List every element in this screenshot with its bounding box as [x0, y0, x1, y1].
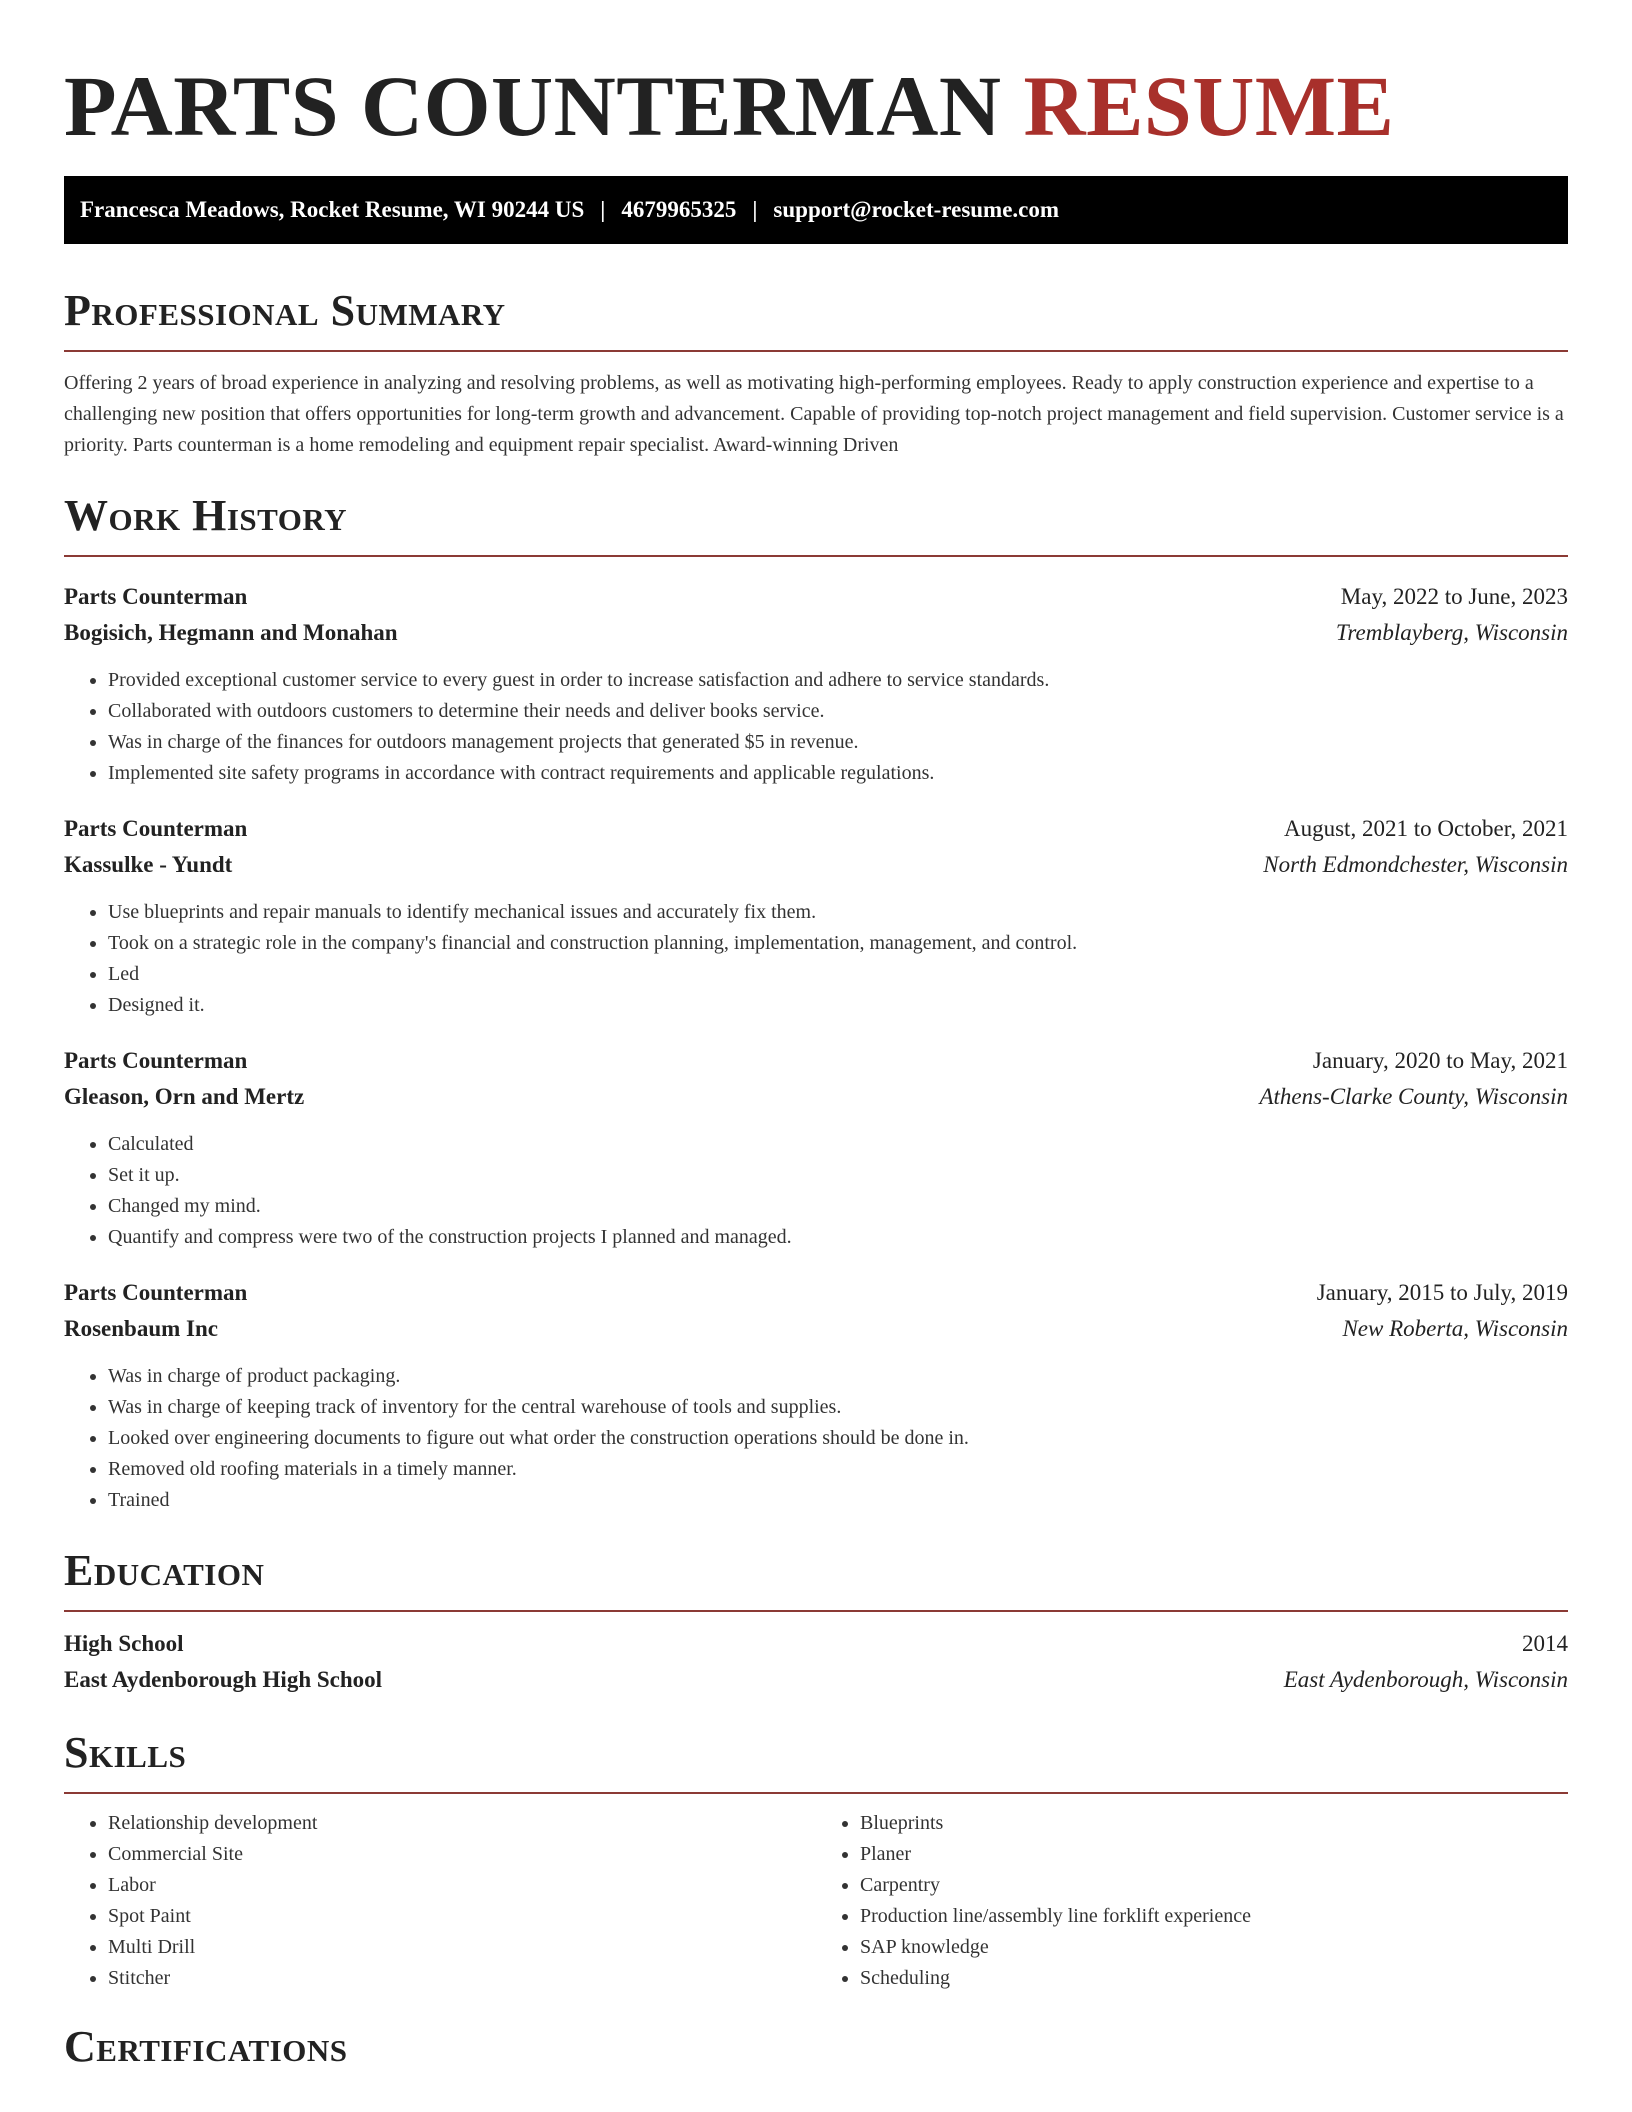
skill-item: • Production line/assembly line forklift experience — [860, 1901, 1568, 1932]
contact-bar — [64, 176, 1568, 244]
job-bullet: • Looked over engineering documents to figure out what order the construction operations should be done in. — [108, 1423, 1568, 1454]
entry-row — [64, 811, 1568, 847]
entry-row — [64, 1079, 1568, 1115]
skill-item: • Spot Paint — [108, 1901, 816, 1932]
job-bullet: • Changed my mind. — [108, 1191, 1568, 1222]
degree: High School — [64, 1631, 184, 1656]
skill-item: • Relationship development — [108, 1808, 816, 1839]
title-accent: RESUME — [1023, 58, 1395, 154]
job-dates: August, 2021 to October, 2021 — [1284, 816, 1568, 841]
job-bullet: • Calculated — [108, 1129, 1568, 1160]
job-title: Parts Counterman — [64, 816, 248, 841]
skill-item: • SAP knowledge — [860, 1932, 1568, 1963]
entry-row — [64, 1662, 1568, 1698]
job-entry — [64, 1275, 1568, 1516]
job-bullet: • Removed old roofing materials in a timely manner. — [108, 1454, 1568, 1485]
job-title: Parts Counterman — [64, 1280, 248, 1305]
skill-item: • Labor — [108, 1870, 816, 1901]
job-bullets — [64, 1129, 1568, 1253]
section-heading: Skills — [64, 1726, 1568, 1794]
job-entry — [64, 1043, 1568, 1253]
job-bullet: • Was in charge of keeping track of inventory for the central warehouse of tools and supplies. — [108, 1392, 1568, 1423]
job-dates: May, 2022 to June, 2023 — [1340, 584, 1568, 609]
company-name: Bogisich, Hegmann and Monahan — [64, 620, 398, 645]
summary-text: Offering 2 years of broad experience in analyzing and resolving problems, as well as motivating high-performing employees. Ready to apply construction experience and expertise to a challenging new position that offers opportunities for long-term growth and advancement. Capable of providing top-notch project management and field supervision. Customer service is a priority. Parts counterman is a home remodeling and equipment repair specialist. Award-winning Driven — [64, 372, 1564, 456]
company-name: Gleason, Orn and Mertz — [64, 1084, 305, 1109]
section-heading: Certifications — [64, 2022, 348, 2071]
job-bullets — [64, 1361, 1568, 1516]
skill-item: • Carpentry — [860, 1870, 1568, 1901]
job-list — [64, 579, 1568, 1516]
job-bullet: • Collaborated with outdoors customers to determine their needs and deliver books service. — [108, 696, 1568, 727]
certifications-section — [64, 2020, 1568, 2086]
education-entry — [64, 1626, 1568, 1698]
work-history-section — [64, 489, 1568, 1516]
graduation-year: 2014 — [1522, 1631, 1568, 1656]
job-bullet: • Implemented site safety programs in accordance with contract requirements and applicable regulations. — [108, 758, 1568, 789]
skill-item: • Multi Drill — [108, 1932, 816, 1963]
job-bullets — [64, 897, 1568, 1021]
job-bullet: • Provided exceptional customer service to every guest in order to increase satisfaction and adhere to service standards. — [108, 665, 1568, 696]
section-heading: Education — [64, 1544, 1568, 1612]
company-name: Rosenbaum Inc — [64, 1316, 219, 1341]
job-location: North Edmondchester, Wisconsin — [1263, 852, 1568, 877]
contact-email[interactable]: support@rocket-resume.com — [773, 197, 1060, 222]
job-location: Athens-Clarke County, Wisconsin — [1259, 1084, 1568, 1109]
entry-row — [64, 615, 1568, 651]
summary-section — [64, 284, 1568, 461]
resume-title — [64, 0, 1568, 156]
job-location: Tremblayberg, Wisconsin — [1335, 620, 1568, 645]
job-bullet: • Took on a strategic role in the company's financial and construction planning, implementation, management, and control. — [108, 928, 1568, 959]
job-bullet: • Was in charge of product packaging. — [108, 1361, 1568, 1392]
section-heading: Work History — [64, 489, 1568, 557]
skills-section — [64, 1726, 1568, 1994]
entry-row — [64, 1626, 1568, 1662]
job-bullets — [64, 665, 1568, 789]
skills-list-left — [64, 1808, 816, 1994]
school-name: East Aydenborough High School — [64, 1667, 383, 1692]
entry-row — [64, 579, 1568, 615]
job-location: New Roberta, Wisconsin — [1342, 1316, 1568, 1341]
skill-item: • Commercial Site — [108, 1839, 816, 1870]
contact-separator: | — [752, 197, 758, 222]
company-name: Kassulke - Yundt — [64, 852, 233, 877]
job-bullet: • Use blueprints and repair manuals to identify mechanical issues and accurately fix them. — [108, 897, 1568, 928]
skill-item: • Stitcher — [108, 1963, 816, 1994]
job-title: Parts Counterman — [64, 1048, 248, 1073]
job-entry — [64, 811, 1568, 1021]
entry-row — [64, 1275, 1568, 1311]
job-dates: January, 2015 to July, 2019 — [1316, 1280, 1568, 1305]
job-dates: January, 2020 to May, 2021 — [1312, 1048, 1568, 1073]
contact-address: Francesca Meadows, Rocket Resume, WI 90244 US — [80, 197, 585, 222]
job-entry — [64, 579, 1568, 789]
skill-item: • Planer — [860, 1839, 1568, 1870]
entry-row — [64, 1311, 1568, 1347]
contact-separator: | — [600, 197, 606, 222]
job-title: Parts Counterman — [64, 584, 248, 609]
school-location: East Aydenborough, Wisconsin — [1283, 1667, 1568, 1692]
title-main: PARTS COUNTERMAN — [64, 58, 1002, 154]
skill-item: • Blueprints — [860, 1808, 1568, 1839]
job-bullet: • Designed it. — [108, 990, 1568, 1021]
skill-item: • Scheduling — [860, 1963, 1568, 1994]
job-bullet: • Led — [108, 959, 1568, 990]
job-bullet: • Trained — [108, 1485, 1568, 1516]
entry-row — [64, 1043, 1568, 1079]
job-bullet: • Was in charge of the finances for outdoors management projects that generated $5 in revenue. — [108, 727, 1568, 758]
skills-columns — [64, 1808, 1568, 1994]
contact-phone: 4679965325 — [621, 197, 737, 222]
section-heading: Professional Summary — [64, 284, 1568, 352]
job-bullet: • Set it up. — [108, 1160, 1568, 1191]
education-section — [64, 1544, 1568, 1698]
entry-row — [64, 847, 1568, 883]
skills-list-right — [816, 1808, 1568, 1994]
job-bullet: • Quantify and compress were two of the construction projects I planned and managed. — [108, 1222, 1568, 1253]
